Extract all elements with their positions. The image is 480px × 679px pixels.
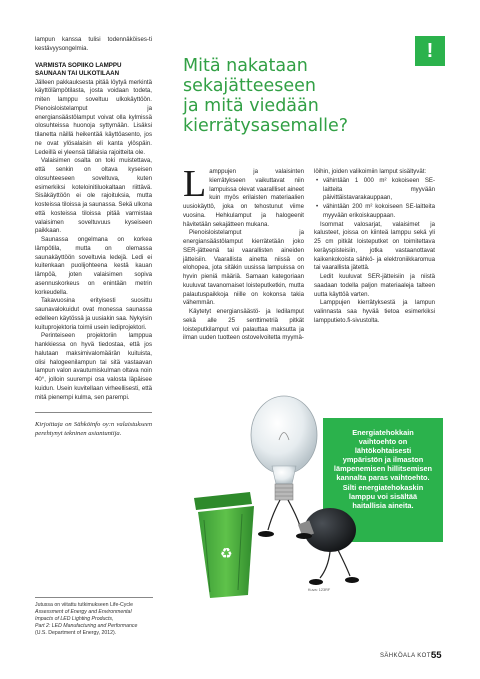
- callout-line: haitallisia aineita.: [352, 500, 414, 510]
- section-subheading: VARMISTA SOPIIKO LAMPPU SAUNAAN TAI ULKOTILAAN: [35, 61, 122, 78]
- image-credit: Kuva: 123RF: [308, 588, 331, 592]
- body-paragraph: Käytetyt energiansäästö- ja ledilamput sekä alle 25 senttimetriä pitkät loisteputkilamput voi palauttaa maksutta ja ilman uuden tuotteen ostovelvoitetta myymä-: [183, 308, 304, 342]
- body-paragraph: Saunassa ongelmana on korkea lämpötila, mutta on olemassa saunakäyttöön soveltuvia ledejä. Ledi ei kuitenkaan puolijohteena kestä kauan lämpöä, joten valaisimen sopiva asennuskorkeus on enintään metrin korkeudella.: [35, 236, 152, 296]
- footnote-line: (U.S. Department of Energy, 2012).: [35, 630, 117, 637]
- sidebar-headline: [183, 56, 403, 136]
- body-paragraph: löihin, joiden valikoimiin lamput sisältyvät:: [314, 168, 427, 175]
- exclamation-badge-icon: !: [415, 36, 445, 66]
- sidebar-column-2: [314, 168, 435, 326]
- callout-line: lämpenemisen hillitsemisen: [333, 464, 433, 474]
- headline-line: sekajätteeseen: [183, 76, 317, 96]
- body-paragraph: Pienoisloistelamput ja energiansäästölamput kierrätetään joko SER-jätteenä tai vaarallisten aineiden jätteisiin. Vaarallista ainetta niissä on elohopea, jota sitäkin uusissa lampuissa on hyvin pieniä määriä. Samaan kategoriaan kuuluvat tavanomaiset loisteputketkin, mutta palautuspaikkoja niille on kokonsa takia vähemmän.: [183, 229, 304, 307]
- body-paragraph: Takavuosina erityisesti suosittu saunavalokuidut ovat monessa saunassa edelleen käytössä ja uusiakin saa. Nykyisin kuituprojektoria toimii usein lediprojektori.: [35, 297, 152, 331]
- reference-footnote: [35, 597, 153, 637]
- recycling-bin-icon: [194, 492, 254, 598]
- callout-line: Silti energiatehokaskin: [342, 482, 424, 492]
- callout-line: kannalta paras vaihtoehto.: [336, 473, 430, 483]
- callout-line: vaihtoehto on: [358, 437, 408, 447]
- body-paragraph: Jälleen pakkauksesta pitää löytyä merkintä käyttölämpötilasta, josta voidaan todeta, miten lamppu soveltuu ulkokäyttöön. Pienoisloistelamput ja energiansäästölamput voivat olla kylmissä olosuhteissa huonoja syttymään. Lisäksi tilanetta näillä heikentää käyttöasento, jos ne ovat ylösalaisin eli kanta ylöspäin. Ledeillä ei yleensä tällaisia rajoitteita ole.: [35, 78, 152, 156]
- body-paragraph: Lamppujen kierrätyksestä ja lampun valinnasta saa hyvää tietoa esimerkiksi lampputieto.fi-sivustolta.: [314, 299, 435, 324]
- left-article-column: [35, 36, 152, 438]
- headline-line: Mitä nakataan: [183, 56, 308, 76]
- page-number: 55: [431, 650, 442, 661]
- footnote-line: Jutussa on viitattu tutkimukseen Life-Cycle: [35, 602, 134, 608]
- headline-line: ja mitä viedään: [183, 96, 319, 116]
- body-paragraph: Ledit kuuluvat SER-jätteisiin ja niistä saadaan todella paljon materiaaleja talteen uutta käyttöä varten.: [314, 273, 435, 298]
- bullet-item: • vähintään 200 m² kokoiseen SE-laitteita myyvään erikoiskauppaan.: [314, 203, 435, 221]
- callout-line: Energiatehokkain: [352, 428, 414, 437]
- dark-light-bulb-icon: [298, 508, 359, 585]
- callout-line: ympäristön ja ilmaston: [342, 455, 424, 465]
- author-byline: Kirjoittaja on Sähköinfo oy:n valaistukseen perehtynyt tekninen asiantuntija.: [35, 421, 152, 438]
- intro-paragraph: lampun kanssa tulisi todennäköises-ti kestävyysongelmia.: [35, 36, 152, 52]
- callout-line: lamppu voi sisältää: [348, 491, 418, 501]
- body-paragraph: Valaisimen osalta on toki muistettava, että senkin on oltava kyseisen olosuhteeseen soveltuva, kuten esimerkiksi koteloinitiluokaltaan riittävä. Sisäkäyttöön ei ole rajoituksia, mutta kosteissa tiloissa ja saunassa. Sekä ulkona että kosteissa tiloissa pitää varmistaa valaisimen soveltuvuus kyseiseen paikkaan.: [35, 157, 152, 235]
- headline-line: kierrätysasemalle?: [183, 116, 349, 136]
- recycling-bin-illustration: [180, 380, 370, 605]
- body-paragraph: Perinteiseen projektoriin lamppua hankkiessa on hyvä tiedostaa, että jos halutaan maksimivalomäärän kuituista, olisi halogeenilampun tai sitä vastaavan lampun valon avautumiskulman oltava noin 40°, jolloin suurempi osa valosta läpäisee kuidun. Usein kuvitellaan virheellisesti, että mitä pienempi kulma, sen parempi.: [35, 332, 152, 401]
- bullet-item: • vähintään 1 000 m² kokoiseen SE-laitteita myyvään päivittäistavarakauppaan,: [314, 177, 435, 203]
- footnote-line: Impacts of LED Lighting Products,: [35, 616, 114, 623]
- divider: [35, 412, 152, 413]
- light-bulb-icon: [251, 396, 317, 532]
- footnote-line: Part 2: LED Manufacturing and Performance: [35, 623, 138, 630]
- magazine-name: SÄHKÖALA KOTI: [380, 653, 433, 659]
- footnote-line: Assessment of Energy and Environmental: [35, 609, 132, 616]
- drop-cap: L: [183, 163, 207, 205]
- bullet-list: [314, 177, 435, 221]
- body-paragraph: Isommat valosarjat, valaisimet ja kalusteet, joissa on kiinteä lamppu sekä yli 25 cm pitkät loisteputket on toimitettava keräyspisteisiin, jotka vastaanottavat kaikenkokoista sähkö- ja elektroniikkaromua tai vaarallista jätettä.: [314, 220, 435, 272]
- svg-text:♻: ♻: [220, 546, 233, 562]
- lead-paragraph: Lamppujen ja valaisinten kierrätykseen vaikuttavat niin lampuissa olevat vaarallliset aineet kuin myös erilaisten materiaalien uusiokäyttö, joka on tehostunut viime vuosina. Hehkulamput ja halogeenit hävitetään sekajätteen mukana.: [183, 163, 304, 228]
- sidebar-column-1: [183, 163, 304, 343]
- callout-line: lähtökohtaisesti: [354, 446, 412, 456]
